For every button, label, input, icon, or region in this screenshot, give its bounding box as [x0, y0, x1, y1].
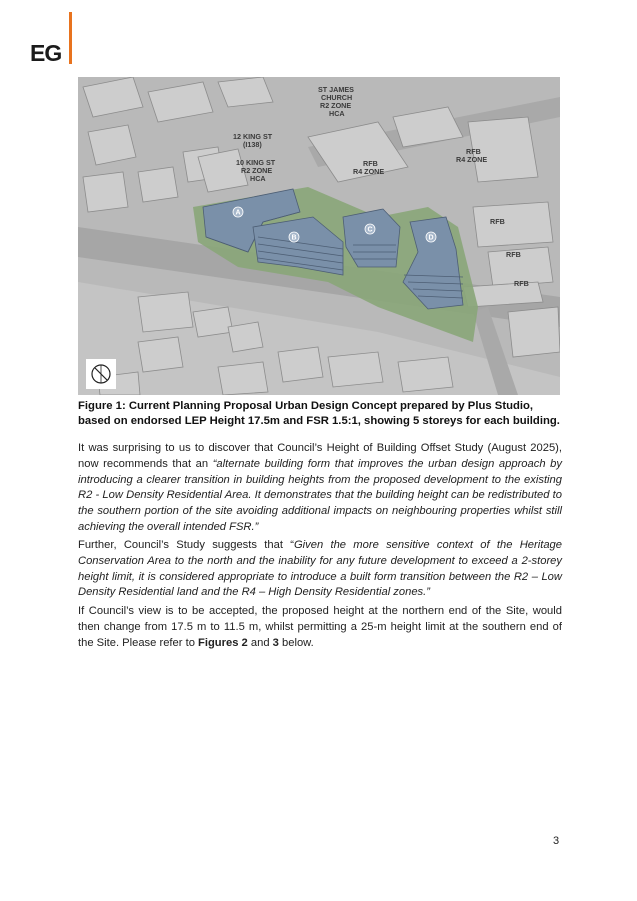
urban-design-aerial-image — [78, 77, 560, 395]
label-building-d: D — [428, 234, 434, 242]
label-rfb-r4-b-2: R4 ZONE — [456, 155, 488, 164]
paragraph-1 — [78, 441, 562, 536]
north-arrow-icon — [86, 359, 116, 389]
label-rfb-r4-a-1: RFB — [363, 159, 378, 168]
label-rfb-3: RFB — [514, 279, 529, 288]
label-st-james-1: ST JAMES — [318, 85, 354, 94]
label-building-b: B — [291, 234, 297, 242]
paragraph-1-quote: “alternate building form that improves the urban design approach by introducing a clearer transition in building heights from the proposed development to the existing R2 - Low Density Residential Area. It demonstrates that the building height can be redistributed to the southern portion of the site avoiding additional impacts on neighbouring properties whilst still achieving the overall intended FSR.” — [78, 457, 562, 533]
paragraph-1-intro: It was surprising to us to discover that Council’s Height of Building Offset Study (August 2025), now recommends that an — [78, 442, 562, 470]
label-st-james-3: R2 ZONE — [320, 101, 352, 110]
paragraph-3-text: If Council’s view is to be accepted, the proposed height at the northern end of the Site, would then change from 17.5 m to 11.5 m, whilst permitting a 25-m height limit at the southern end of the Site. Please refer to — [78, 605, 562, 649]
paragraph-2-intro: Further, Council’s Study suggests that “ — [78, 539, 294, 551]
figure-2-reference: Figures 2 — [198, 636, 248, 649]
urban-design-figure — [78, 77, 560, 395]
figure-3-reference: 3 — [272, 636, 279, 649]
label-st-james-4: HCA — [329, 109, 345, 118]
label-king10-1: 10 KING ST — [236, 158, 276, 167]
label-building-a: A — [235, 209, 241, 217]
label-rfb-r4-b-1: RFB — [466, 147, 481, 156]
label-rfb-r4-a-2: R4 ZONE — [353, 167, 385, 176]
paragraph-3-and: and — [247, 636, 273, 649]
label-king12-2: (I138) — [243, 140, 262, 149]
figure-caption: Figure 1: Current Planning Proposal Urban Design Concept prepared by Plus Studio, based on endorsed LEP Height 17.5m and FSR 1.5:1, showing 5 storeys for each building. — [78, 400, 560, 427]
paragraph-2 — [78, 538, 562, 601]
page-number: 3 — [553, 835, 560, 847]
label-building-c: C — [367, 226, 373, 234]
label-king10-2: R2 ZONE — [241, 166, 273, 175]
paragraph-3 — [78, 604, 562, 651]
label-rfb-2: RFB — [506, 250, 521, 259]
paragraph-2-quote: Given the more sensitive context of the Heritage Conservation Area to the north and the inability for any future development to exceed a 2-storey height limit, it is considered appropriate to introduce a built form transition between the R2 – Low Density Residential land and the R4 – High Density Residential zones.” — [78, 539, 562, 599]
label-rfb-1: RFB — [490, 217, 505, 226]
label-st-james-2: CHURCH — [321, 93, 353, 102]
label-king12-1: 12 KING ST — [233, 132, 273, 141]
company-logo: EG — [30, 40, 62, 66]
paragraph-3-end: below. — [278, 636, 314, 649]
label-king10-3: HCA — [250, 174, 266, 183]
logo-accent-bar — [69, 12, 72, 64]
